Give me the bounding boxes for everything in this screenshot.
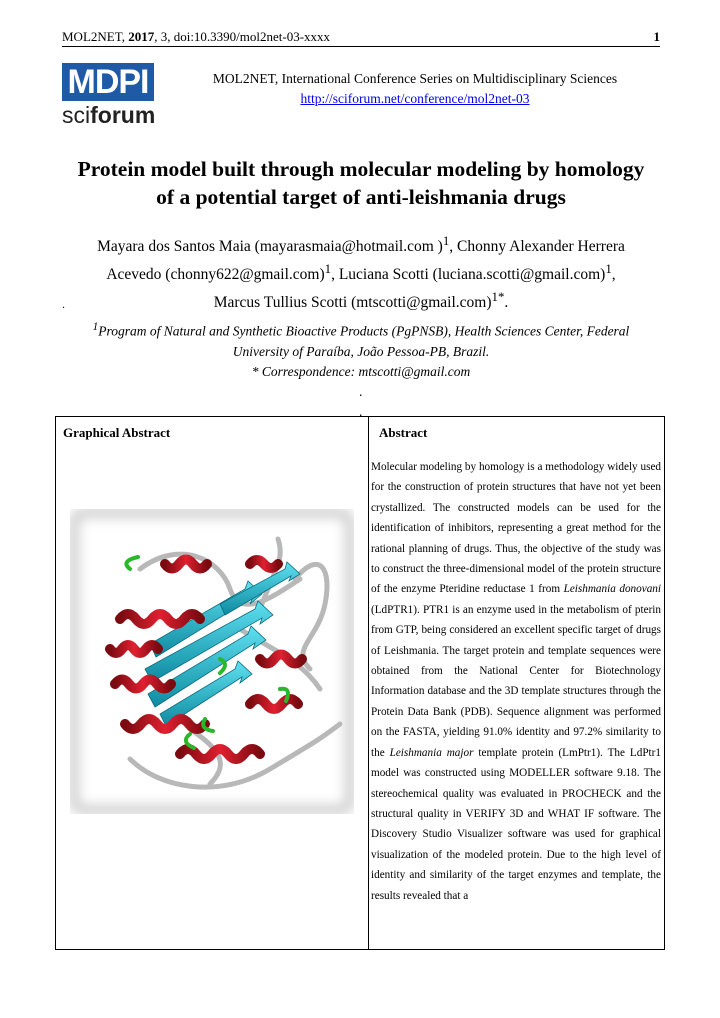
conference-link[interactable]: http://sciforum.net/conference/mol2net-03 (300, 91, 530, 106)
protein-ribbon-image (70, 509, 354, 814)
journal-citation: MOL2NET, 2017, 3, doi:10.3390/mol2net-03-xxxx (62, 29, 331, 44)
mdpi-sciforum-logo (62, 63, 154, 135)
conference-name: MOL2NET, International Conference Series on Multidisciplinary Sciences (212, 71, 618, 86)
author-list: Mayara dos Santos Maia (mayarasmaia@hotmail.com )$^1$, Chonny Alexander Herrera Acevedo (chonny622@gmail.com)$^1$, Luciana Scotti (luciana.scotti@gmail.com)$^1$, Marcus Tullius Scotti (mtscotti@gmail.com)$^{1*}$. (97, 233, 625, 312)
abstract-text: Molecular modeling by homology is a methodology widely used for the construction of protein structures that have not yet been crystallized. The constructed models can be used for the identification of inhibitors, representing a great method for the rational planning of drugs. Thus, the objective of the study was to construct the three-dimensional model of the protein structure of the enzyme Pteridine reductase 1 from Leishmania donovani (LdPTR1). PTR1 is an enzyme used in the metabolism of pterin from GTP, being considered an excellent specific target of drugs of Leishmania. The target protein and template sequences were obtained from the National Center for Biotechnology Information database and the 3D template structures through the Protein Data Bank (PDB). Sequence alignment was performed on the FASTA, yielding 91.0% identity and 97.2% similarity to the Leishmania major template protein (LmPtr1). The LdPtr1 model was constructed using MODELLER software 9.18. The stereochemical quality was evaluated in PROCHECK and the structural quality in VERIFY 3D and WHAT IF software. The Discovery Studio Visualizer software was used for graphical visualization of the modeled protein. Due to the high level of identity and similarity of the target enzymes and template, the results revealed that a (371, 461, 661, 902)
header-rule (62, 46, 660, 47)
beta-sheets (145, 562, 300, 726)
mdpi-logo: MDPI (62, 63, 154, 101)
graphical-abstract-heading: Graphical Abstract (63, 425, 171, 440)
abstract-table (55, 416, 665, 950)
conference-info (170, 69, 660, 109)
abstract-heading: Abstract (379, 425, 428, 440)
page-number: 1 (653, 29, 660, 44)
sciforum-logo: sciforum (62, 102, 156, 128)
paper-title: Protein model built through molecular modeling by homology of a potential target of anti-leishmania drugs (77, 157, 645, 209)
affiliation: $^1$Program of Natural and Synthetic Bioactive Products (PgPNSB), Health Sciences Center, Federal University of Paraíba, João Pessoa-PB, Brazil. * Correspondence: mtscotti@gmail.com . . (62, 317, 660, 422)
separator-dot: . (62, 297, 65, 311)
correspondence: * Correspondence: mtscotti@gmail.com (251, 363, 471, 379)
column-divider (368, 417, 369, 949)
